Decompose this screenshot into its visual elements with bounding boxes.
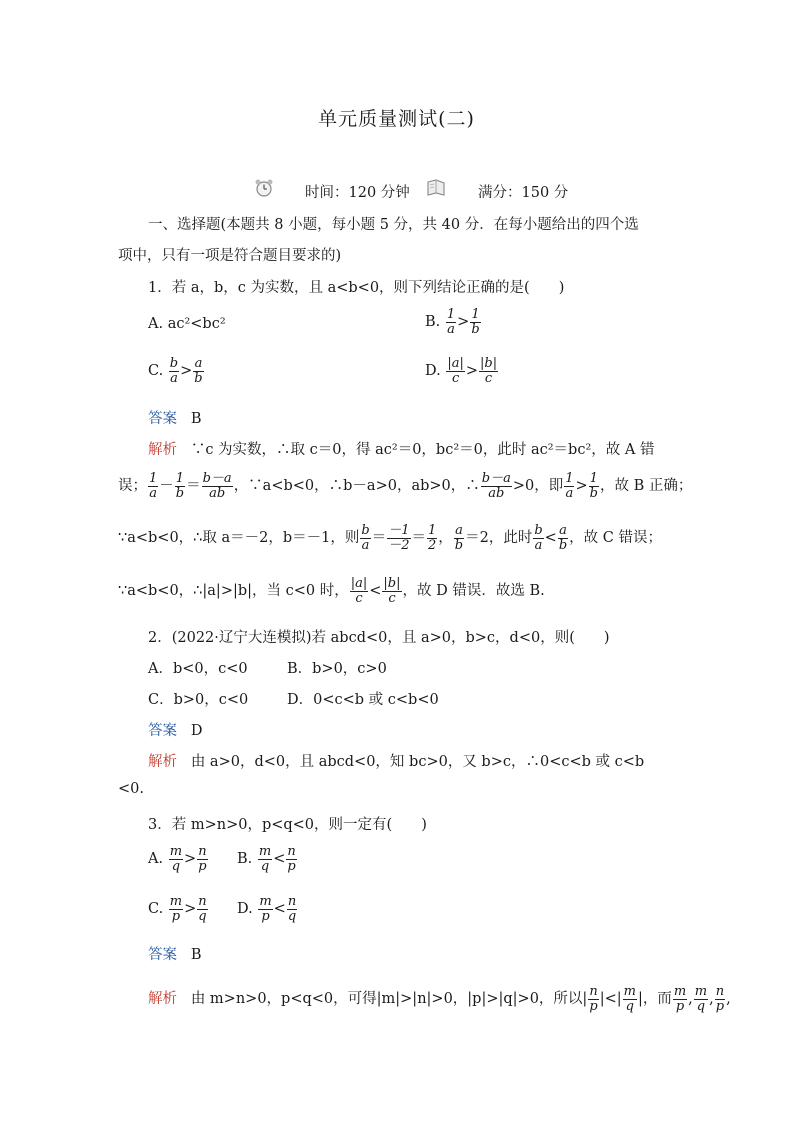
frac-1-over-a: [148, 472, 158, 500]
frac-den: a: [447, 321, 455, 337]
analysis-text: 由 a>0，d<0，且 abcd<0，知 bc>0，又 b>c，∴0<c<b 或 c<b: [190, 754, 645, 770]
q2-analysis-line2: <0.: [118, 781, 144, 797]
frac-den: －2: [388, 537, 410, 553]
frac-num: n: [287, 844, 296, 859]
frac-m-over-q: [623, 985, 637, 1013]
frac-neg1-over-neg2: [387, 524, 410, 552]
frac-num: a: [559, 523, 567, 538]
frac-m-over-q: [694, 985, 708, 1013]
frac-m-over-q: [169, 845, 183, 873]
frac-den: a: [565, 485, 574, 501]
frac-a-over-b: [193, 357, 203, 385]
q1-option-d: D. $\frac{|a|}{c}$ > $\frac{|b|}{c}$: [425, 356, 498, 386]
frac-num: 1: [565, 471, 574, 486]
frac-abs-a-over-c: [446, 357, 465, 385]
q1-analysis-line2: 误； $\frac{1}{a}$ － $\frac{1}{b}$ ＝ $\frac{b-a}{ab}$ ，∵a<b<0，∴b－a>0，ab>0，∴ $\frac{b-a}{ab}$ >0，即 $\frac{1}{a}$ > $\frac{1}{b}$ ，故 B 正确；: [118, 471, 693, 501]
frac-n-over-q: [197, 895, 207, 923]
frac-bma-over-ab: [202, 472, 233, 500]
q1-answer: [148, 407, 201, 428]
frac-num: a: [194, 356, 203, 371]
frac-n-over-p: [286, 845, 296, 873]
q3-option-a: A. $\frac{m}{q}$ > $\frac{n}{p}$: [148, 844, 207, 874]
frac-num: m: [673, 984, 687, 999]
frac-den: a: [361, 537, 370, 553]
frac-num: m: [258, 844, 272, 859]
frac-num: n: [287, 894, 297, 909]
frac-den: b: [471, 321, 480, 337]
q3-stem: 3．若 m>n>0，p<q<0，则一定有( ): [148, 817, 427, 833]
frac-den: b: [558, 537, 568, 553]
frac-den: b: [194, 370, 203, 386]
q3-option-c: C. $\frac{m}{p}$ > $\frac{n}{q}$: [148, 894, 207, 924]
frac-den: q: [171, 858, 181, 874]
frac-num: b－a: [481, 471, 511, 486]
frac-1-over-b: [589, 472, 599, 500]
q1-analysis-line3: ∵a<b<0，∴取 a＝－2，b＝－1，则 $\frac{b}{a}$ ＝ $\frac{-1}{-2}$ ＝ $\frac{1}{2}$ ， $\frac{a}{b}$ ＝2，此时 $\frac{b}{a}$ < $\frac{a}{b}$ ，故 C 错误；: [118, 523, 662, 553]
q2-answer: [148, 719, 202, 740]
frac-den: a: [149, 485, 158, 501]
frac-den: c: [451, 370, 460, 386]
frac-den: q: [287, 908, 297, 924]
frac-num: b: [534, 523, 543, 538]
q3-option-b: B. $\frac{m}{q}$ < $\frac{n}{p}$: [237, 844, 296, 874]
time-label: 时间：120 分钟: [305, 185, 410, 201]
frac-den: p: [198, 858, 207, 874]
answer-label: 答案: [148, 723, 177, 739]
q1-analysis-line1: [148, 438, 654, 459]
analysis-text: ＝2，此时: [465, 530, 533, 547]
analysis-text: ，故 B 正确；: [599, 478, 693, 495]
frac-m-over-q: [258, 845, 272, 873]
frac-num: 1: [589, 471, 598, 486]
answer-value: B: [190, 947, 202, 963]
frac-den: ab: [209, 485, 226, 501]
frac-a-over-b: [454, 524, 464, 552]
score-label: 满分：150 分: [478, 185, 569, 201]
frac-m-over-p: [169, 895, 183, 923]
q2-analysis-line1: [148, 750, 644, 771]
frac-den: c: [484, 370, 493, 386]
frac-num: 1: [471, 307, 480, 322]
frac-den: 2: [428, 537, 437, 553]
frac-n-over-p: [197, 845, 207, 873]
analysis-text: ，∵a<b<0，∴b－a>0，ab>0，∴: [233, 478, 480, 495]
frac-1-over-b: [175, 472, 185, 500]
frac-den: b: [589, 485, 598, 501]
analysis-text: ，而: [642, 991, 672, 1008]
q2-option-b: B．b>0，c>0: [287, 661, 387, 677]
frac-num: a: [455, 523, 463, 538]
q1-option-b-label: B.: [425, 314, 441, 331]
section-header-line1: 一、选择题(本题共 8 小题，每小题 5 分，共 40 分．在每小题给出的四个选: [148, 217, 639, 233]
q1-option-c-label: C.: [148, 363, 164, 380]
frac-den: q: [260, 858, 270, 874]
frac-a-over-b: [558, 524, 568, 552]
frac-num: 1: [446, 307, 456, 322]
frac-num: 1: [149, 471, 158, 486]
answer-label: 答案: [148, 411, 177, 427]
analysis-text: ，: [438, 530, 453, 547]
frac-b-over-a: [533, 524, 543, 552]
q1-option-c: C. $\frac{b}{a}$ > $\frac{a}{b}$: [148, 356, 203, 386]
exam-meta: [250, 178, 610, 204]
frac-abs-b-over-c: [479, 357, 498, 385]
frac-b-over-a: [169, 357, 179, 385]
q3-answer: [148, 943, 201, 964]
answer-value: D: [190, 723, 203, 739]
frac-den: c: [388, 590, 396, 606]
frac-abs-a-over-c: [350, 577, 369, 605]
frac-den: c: [355, 590, 363, 606]
frac-den: b: [454, 537, 464, 553]
frac-n-over-q: [287, 895, 297, 923]
frac-den: b: [175, 485, 185, 501]
q1-option-a-text: A. ac²<bc²: [148, 316, 226, 332]
frac-abs-b-over-c: [382, 577, 401, 605]
frac-num: m: [694, 984, 708, 999]
frac-bma-over-ab: [481, 472, 512, 500]
analysis-text: 由 m>n>0，p<q<0，可得|m|>|n|>0，|p|>|q|>0，所以: [190, 991, 583, 1008]
analysis-text: ，故 D 错误．故选 B.: [402, 583, 545, 600]
frac-num: |b|: [480, 356, 498, 371]
frac-b-over-a: [360, 524, 370, 552]
frac-m-over-p: [258, 895, 272, 923]
frac-num: |b|: [383, 576, 401, 591]
frac-num: 1: [428, 523, 437, 538]
q1-analysis-line4: ∵a<b<0，∴|a|>|b|，当 c<0 时， $\frac{|a|}{c}$ < $\frac{|b|}{c}$ ，故 D 错误．故选 B.: [118, 576, 545, 606]
frac-den: q: [625, 998, 634, 1014]
q3-option-a-label: A.: [148, 851, 164, 868]
frac-num: |a|: [447, 356, 464, 371]
frac-num: m: [169, 844, 183, 859]
frac-num: m: [169, 894, 183, 909]
q3-analysis-line1: 解析 由 m>n>0，p<q<0，可得|m|>|n|>0，|p|>|q|>0，所以| $\frac{n}{p}$ |<| $\frac{m}{q}$ |，而 $\frac{m}{p}$ , $\frac{m}{q}$ , $\frac{n}{p}$ ,: [148, 984, 731, 1014]
frac-num: b: [169, 356, 179, 371]
analysis-text: 误；: [118, 478, 147, 495]
q1-stem: 1．若 a，b，c 为实数，且 a<b<0，则下列结论正确的是( ): [148, 280, 565, 296]
analysis-text: ，故 C 错误；: [569, 530, 662, 547]
section-header-line2: 项中，只有一项是符合题目要求的): [118, 248, 342, 264]
analysis-text: ∵a<b<0，∴取 a＝－2，b＝－1，则: [118, 530, 360, 547]
frac-num: |a|: [350, 576, 368, 591]
frac-num: －1: [388, 523, 410, 538]
frac-den: p: [715, 998, 725, 1014]
frac-den: p: [171, 908, 181, 924]
q1-option-a: [148, 316, 226, 332]
frac-num: n: [589, 984, 598, 999]
frac-1-over-2: [427, 524, 437, 552]
frac-den: p: [589, 998, 598, 1014]
frac-num: b－a: [202, 471, 232, 486]
frac-m-over-p: [673, 985, 687, 1013]
frac-n-over-p: [588, 985, 598, 1013]
analysis-text: ∵c 为实数，∴取 c＝0，得 ac²＝0，bc²＝0，此时 ac²＝bc²，故 A 错: [190, 442, 655, 458]
q2-option-a: A．b<0，c<0: [148, 661, 248, 677]
answer-label: 答案: [148, 947, 177, 963]
q3-option-d-label: D.: [237, 901, 253, 918]
frac-den: ab: [488, 485, 505, 501]
analysis-label: 解析: [148, 754, 177, 770]
analysis-label: 解析: [148, 991, 177, 1008]
frac-num: n: [198, 894, 207, 909]
alarm-clock-icon: [254, 178, 274, 198]
frac-num: n: [715, 984, 725, 999]
q1-option-b: B. $\frac{1}{a}$ > $\frac{1}{b}$: [425, 307, 480, 337]
frac-1-over-a: [564, 472, 574, 500]
q2-option-d: D．0<c<b 或 c<b<0: [287, 692, 439, 708]
analysis-text: >0，即: [512, 478, 564, 495]
frac-num: b: [361, 523, 370, 538]
frac-1-over-b: [470, 308, 480, 336]
q3-option-c-label: C.: [148, 901, 164, 918]
frac-1-over-a: [446, 308, 456, 336]
frac-den: q: [696, 998, 706, 1014]
frac-den: a: [534, 537, 543, 553]
analysis-label: 解析: [148, 442, 177, 458]
book-icon: [425, 178, 447, 198]
analysis-text: ∵a<b<0，∴|a|>|b|，当 c<0 时，: [118, 583, 349, 600]
q2-option-c: C．b>0，c<0: [148, 692, 249, 708]
frac-den: p: [287, 858, 296, 874]
frac-den: q: [198, 908, 207, 924]
frac-den: p: [261, 908, 270, 924]
page-title: 单元质量测试(二): [318, 108, 475, 130]
q3-option-b-label: B.: [237, 851, 253, 868]
frac-num: m: [623, 984, 636, 999]
frac-num: 1: [175, 471, 185, 486]
frac-n-over-p: [715, 985, 725, 1013]
q3-option-d: D. $\frac{m}{p}$ < $\frac{n}{q}$: [237, 894, 297, 924]
frac-den: a: [170, 370, 178, 386]
answer-value: B: [190, 411, 202, 427]
frac-den: p: [675, 998, 685, 1014]
frac-num: m: [259, 894, 272, 909]
q2-stem: 2．(2022·辽宁大连模拟)若 abcd<0，且 a>0，b>c，d<0，则( ): [148, 630, 610, 646]
frac-num: n: [198, 844, 207, 859]
q1-option-d-label: D.: [425, 363, 441, 380]
